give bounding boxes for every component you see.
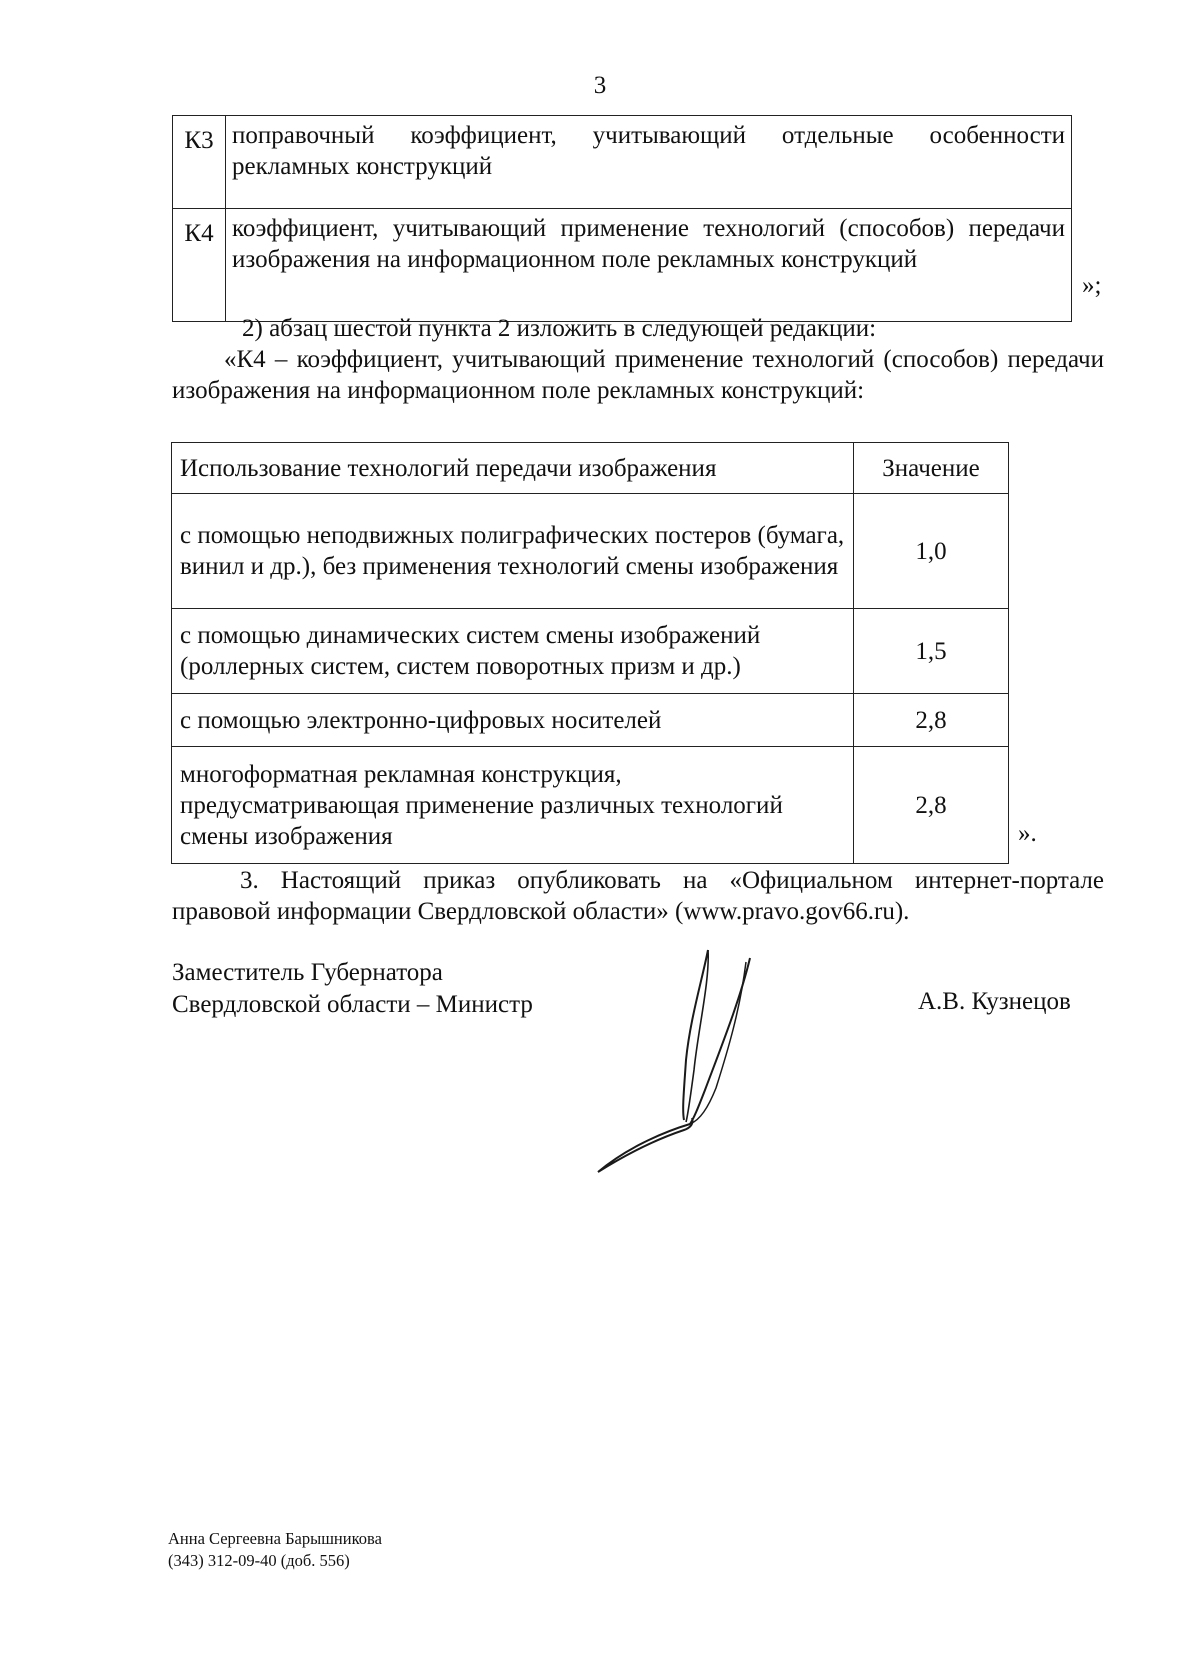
usage-cell: с помощью динамических систем смены изображений (роллерных систем, систем поворотных призм и др.): [172, 609, 854, 694]
paragraph-publication: 3. Настоящий приказ опубликовать на «Официальном интернет-портале правовой информации Свердловской области» (www.pravo.gov66.ru).: [172, 867, 1104, 925]
executor-name: Анна Сергеевна Барышникова: [168, 1529, 382, 1548]
usage-cell: многоформатная рекламная конструкция, предусматривающая применение различных технологий смены изображения: [172, 747, 854, 864]
coef-code: К3: [173, 116, 226, 209]
closing-quote: »;: [1082, 272, 1102, 299]
signature-stroke: [598, 1118, 693, 1172]
table-row: [173, 209, 1072, 322]
value-cell: 2,8: [854, 694, 1009, 747]
coef-description: коэффициент, учитывающий применение технологий (способов) передачи изображения на информационном поле рекламных конструкций: [226, 209, 1072, 322]
technology-table: [171, 442, 1009, 864]
handwritten-signature: [590, 940, 800, 1180]
table-row: [172, 609, 1009, 694]
signatory-name: А.В. Кузнецов: [918, 988, 1071, 1015]
coef-description: поправочный коэффициент, учитывающий отдельные особенности рекламных конструкций: [226, 116, 1072, 209]
signature-stroke: [690, 958, 750, 1124]
usage-cell: с помощью электронно-цифровых носителей: [172, 694, 854, 747]
position-line: Свердловской области – Министр: [172, 991, 533, 1018]
table-row: [173, 116, 1072, 209]
usage-cell: с помощью неподвижных полиграфических постеров (бумага, винил и др.), без применения технологий смены изображения: [172, 494, 854, 609]
header-usage: Использование технологий передачи изображения: [172, 443, 854, 494]
executor-info: [168, 1528, 382, 1572]
table-row: [172, 494, 1009, 609]
table-row: [172, 694, 1009, 747]
value-cell: 1,5: [854, 609, 1009, 694]
signature-stroke: [690, 962, 746, 1124]
header-value: Значение: [854, 443, 1009, 494]
table-row: [172, 747, 1009, 864]
closing-quote: ».: [1018, 820, 1037, 847]
signatory-position: [172, 957, 533, 1021]
value-cell: 2,8: [854, 747, 1009, 864]
value-cell: 1,0: [854, 494, 1009, 609]
page-number: 3: [593, 72, 607, 99]
position-line: Заместитель Губернатора: [172, 959, 443, 986]
coef-code: К4: [173, 209, 226, 322]
executor-phone: (343) 312-09-40 (доб. 556): [168, 1551, 350, 1570]
coefficient-table: [172, 115, 1072, 322]
paragraph-amendment: 2) абзац шестой пункта 2 изложить в следующей редакции:: [242, 315, 877, 342]
paragraph-k4-definition: «К4 – коэффициент, учитывающий применение технологий (способов) передачи изображения на информационном поле рекламных конструкций:: [172, 346, 1104, 404]
table-header-row: [172, 443, 1009, 494]
